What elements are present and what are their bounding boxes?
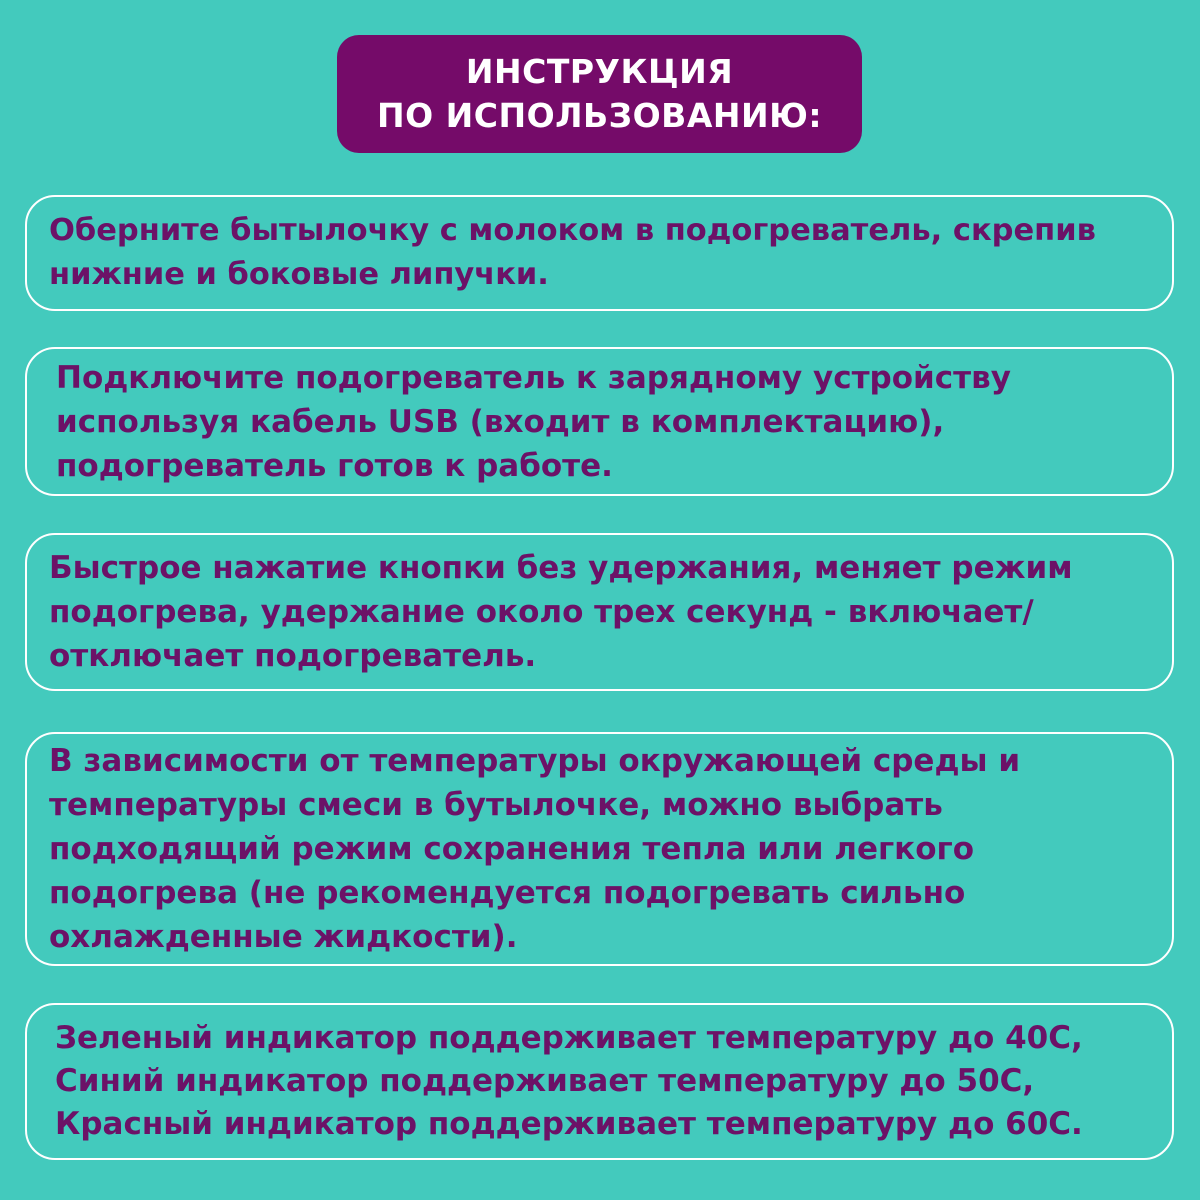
instruction-card-4 — [25, 732, 1174, 966]
instruction-text-5: Зеленый индикатор поддерживает температуру до 40С, Синий индикатор поддерживает температуру до 50С, Красный индикатор поддерживает температуру до 60С. — [55, 1020, 1083, 1142]
instruction-text-4: В зависимости от температуры окружающей среды и температуры смеси в бутылочке, можно выбрать подходящий режим сохранения тепла или легкого подогрева (не рекомендуется подогревать сильно охлажденные жидкости). — [49, 743, 1021, 955]
instruction-text-2: Подключите подогреватель к зарядному устройству используя кабель USB (входит в комплектацию), подогреватель готов к работе. — [56, 359, 1011, 484]
title-badge — [337, 35, 862, 153]
instruction-card-3 — [25, 533, 1174, 691]
title-line-1: ИНСТРУКЦИЯ — [465, 52, 734, 91]
instruction-text-3: Быстрое нажатие кнопки без удержания, меняет режим подогрева, удержание около трех секунд - включает/ отключает подогреватель. — [49, 550, 1073, 674]
instruction-card-5 — [25, 1003, 1174, 1160]
instruction-text-1: Оберните бытылочку с молоком в подогреватель, скрепив нижние и боковые липучки. — [49, 213, 1096, 292]
instruction-card-2 — [25, 347, 1174, 496]
title-line-2: ПО ИСПОЛЬЗОВАНИЮ: — [376, 96, 823, 135]
instruction-card-1 — [25, 195, 1174, 311]
